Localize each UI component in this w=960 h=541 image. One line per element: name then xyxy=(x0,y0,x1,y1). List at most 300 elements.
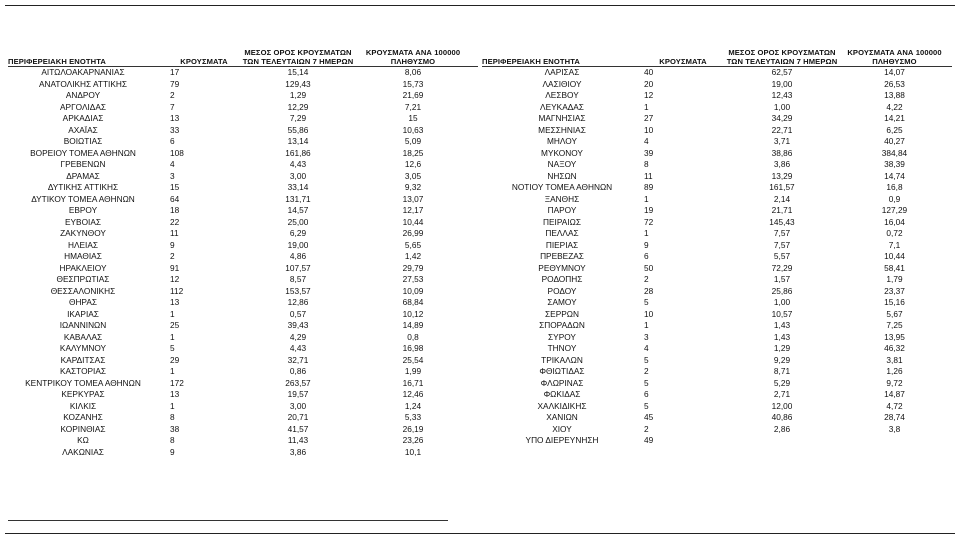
cases-cell: 10 xyxy=(644,308,654,319)
avg7-cell: 12,43 xyxy=(771,90,793,100)
region-cell: ΘΕΣΠΡΩΤΙΑΣ xyxy=(56,274,110,284)
avg7-cell: 263,57 xyxy=(285,377,311,388)
table-row xyxy=(482,435,952,447)
region-cell: ΚΑΒΑΛΑΣ xyxy=(63,331,103,342)
cases-cell: 4 xyxy=(170,159,175,169)
avg7-cell: 3,00 xyxy=(289,400,307,411)
region-cell: ΞΑΝΘΗΣ xyxy=(544,193,580,204)
per100k-cell: 23,26 xyxy=(402,435,424,445)
avg7-cell: 3,71 xyxy=(773,136,791,146)
per100k-cell: 9,72 xyxy=(886,377,903,388)
per100k-cell: 7,21 xyxy=(404,101,422,112)
cases-cell: 79 xyxy=(170,78,180,89)
cases-cell: 5 xyxy=(644,297,649,307)
table-row xyxy=(482,286,952,298)
per100k-cell: 10,12 xyxy=(402,308,424,319)
cases-cell: 11 xyxy=(170,228,179,238)
avg7-cell: 107,57 xyxy=(285,262,311,273)
cases-cell: 9 xyxy=(644,239,649,250)
region-cell: ΜΕΣΣΗΝΙΑΣ xyxy=(538,124,586,135)
region-cell: ΛΕΥΚΑΔΑΣ xyxy=(540,101,584,112)
avg7-cell: 4,86 xyxy=(289,251,307,261)
table-row xyxy=(8,286,478,298)
cases-cell: 29 xyxy=(170,354,180,365)
region-cell: ΑΙΤΩΛΟΑΚΑΡΝΑΝΙΑΣ xyxy=(41,67,125,77)
per100k-cell: 16,98 xyxy=(402,343,424,353)
per100k-cell: 5,09 xyxy=(404,136,422,146)
region-cell: ΔΡΑΜΑΣ xyxy=(66,170,100,181)
avg7-cell: 41,57 xyxy=(287,423,309,434)
cases-cell: 27 xyxy=(644,113,654,123)
cases-cell: 13 xyxy=(170,297,180,307)
per100k-cell: 38,39 xyxy=(884,159,905,169)
cases-cell: 10 xyxy=(644,124,654,135)
table-row xyxy=(482,102,952,114)
region-cell: ΦΩΚΙΔΑΣ xyxy=(543,389,581,399)
table-row xyxy=(8,240,478,252)
cases-cell: 1 xyxy=(170,366,175,376)
table-row xyxy=(482,159,952,171)
avg7-cell: 131,71 xyxy=(285,193,311,204)
cases-cell: 91 xyxy=(170,262,180,273)
region-cell: ΑΡΚΑΔΙΑΣ xyxy=(62,113,104,123)
region-cell: ΝΟΤΙΟΥ ΤΟΜΕΑ ΑΘΗΝΩΝ xyxy=(511,182,613,192)
per100k-cell: 3,05 xyxy=(404,170,422,181)
region-cell: ΗΜΑΘΙΑΣ xyxy=(64,251,102,261)
left-rows xyxy=(8,67,478,458)
cases-cell: 6 xyxy=(644,251,649,261)
left-table xyxy=(8,24,478,458)
avg7-cell: 1,29 xyxy=(773,343,791,353)
table-row xyxy=(482,424,952,436)
avg7-cell: 161,86 xyxy=(285,147,311,158)
per100k-cell: 8,06 xyxy=(404,67,422,77)
region-cell: ΠΑΡΟΥ xyxy=(547,205,577,215)
region-cell: ΣΥΡΟΥ xyxy=(548,331,576,342)
cases-cell: 5 xyxy=(644,377,649,388)
per100k-cell: 15 xyxy=(408,113,418,123)
avg7-cell: 1,43 xyxy=(773,331,791,342)
table-row xyxy=(8,125,478,137)
header-cases: ΚΡΟΥΣΜΑΤΑ xyxy=(180,57,228,66)
region-cell: ΚΙΛΚΙΣ xyxy=(69,400,97,411)
per100k-cell: 0,8 xyxy=(407,331,419,342)
per100k-cell: 14,87 xyxy=(884,389,905,399)
table-row xyxy=(8,343,478,355)
avg7-cell: 40,86 xyxy=(771,412,793,422)
table-row xyxy=(482,136,952,148)
region-cell: ΝΑΞΟΥ xyxy=(547,159,577,169)
per100k-cell: 15,73 xyxy=(402,78,424,89)
region-cell: ΧΑΝΙΩΝ xyxy=(546,412,578,422)
table-row xyxy=(482,205,952,217)
table-row xyxy=(482,389,952,401)
cases-cell: 33 xyxy=(170,124,180,135)
table-row xyxy=(482,113,952,125)
per100k-cell: 28,74 xyxy=(884,412,905,422)
per100k-cell: 7,1 xyxy=(888,239,901,250)
avg7-cell: 2,14 xyxy=(773,193,791,204)
avg7-cell: 12,00 xyxy=(771,400,793,411)
table-row xyxy=(8,424,478,436)
region-cell: ΤΡΙΚΑΛΩΝ xyxy=(541,354,583,365)
avg7-cell: 161,57 xyxy=(769,182,795,192)
header-region: ΠΕΡΙΦΕΡΕΙΑΚΗ ΕΝΟΤΗΤΑ xyxy=(482,57,580,66)
table-row xyxy=(482,251,952,263)
cases-cell: 38 xyxy=(170,423,180,434)
per100k-cell: 29,79 xyxy=(402,262,424,273)
avg7-cell: 6,29 xyxy=(289,228,307,238)
avg7-cell: 62,57 xyxy=(771,67,793,77)
per100k-cell: 16,71 xyxy=(402,377,424,388)
avg7-cell: 3,86 xyxy=(289,446,307,457)
region-cell: ΒΟΡΕΙΟΥ ΤΟΜΕΑ ΑΘΗΝΩΝ xyxy=(30,147,136,158)
avg7-cell: 2,71 xyxy=(773,389,791,399)
table-row xyxy=(8,67,478,79)
avg7-cell: 7,57 xyxy=(773,228,791,238)
region-cell: ΗΡΑΚΛΕΙΟΥ xyxy=(59,262,107,273)
per100k-cell: 10,63 xyxy=(402,124,424,135)
region-cell: ΜΗΛΟΥ xyxy=(547,136,577,146)
per100k-cell: 0,9 xyxy=(888,193,901,204)
table-row xyxy=(8,171,478,183)
cases-cell: 39 xyxy=(644,147,654,158)
cases-cell: 1 xyxy=(644,101,649,112)
avg7-cell: 38,86 xyxy=(771,147,793,158)
region-cell: ΠΡΕΒΕΖΑΣ xyxy=(540,251,584,261)
per100k-cell: 0,72 xyxy=(886,228,903,238)
per100k-cell: 10,44 xyxy=(884,251,905,261)
per100k-cell: 26,53 xyxy=(884,78,905,89)
cases-cell: 1 xyxy=(644,193,649,204)
avg7-cell: 8,57 xyxy=(289,274,307,284)
cases-cell: 50 xyxy=(644,262,654,273)
cases-cell: 20 xyxy=(644,78,654,89)
avg7-cell: 4,29 xyxy=(289,331,307,342)
per100k-cell: 7,25 xyxy=(886,320,903,330)
table-row xyxy=(482,355,952,367)
cases-cell: 13 xyxy=(170,389,180,399)
cases-cell: 49 xyxy=(644,435,654,445)
table-row xyxy=(482,378,952,390)
avg7-cell: 34,29 xyxy=(771,113,793,123)
table-row xyxy=(8,297,478,309)
per100k-cell: 10,1 xyxy=(404,446,422,457)
table-row xyxy=(482,79,952,91)
region-cell: ΜΥΚΟΝΟΥ xyxy=(541,147,583,158)
avg7-cell: 32,71 xyxy=(287,354,309,365)
avg7-cell: 19,57 xyxy=(287,389,309,399)
right-table xyxy=(482,24,952,447)
per100k-cell: 6,25 xyxy=(886,124,903,135)
region-cell: ΚΑΡΔΙΤΣΑΣ xyxy=(60,354,106,365)
per100k-cell: 1,26 xyxy=(886,366,903,376)
avg7-cell: 20,71 xyxy=(287,412,309,422)
avg7-cell: 55,86 xyxy=(287,124,309,135)
region-cell: ΡΟΔΟΥ xyxy=(547,285,577,296)
table-row xyxy=(8,435,478,447)
per100k-cell: 14,89 xyxy=(402,320,424,330)
header-per100k: ΚΡΟΥΣΜΑΤΑ ΑΝΑ 100000 ΠΛΗΘΥΣΜΟ xyxy=(365,48,461,66)
table-row xyxy=(8,320,478,332)
per100k-cell: 12,17 xyxy=(402,205,424,215)
cases-cell: 5 xyxy=(170,343,175,353)
avg7-cell: 1,00 xyxy=(773,297,791,307)
avg7-cell: 19,00 xyxy=(287,239,309,250)
per100k-cell: 10,09 xyxy=(402,285,424,296)
table-row xyxy=(8,309,478,321)
cases-cell: 9 xyxy=(170,239,175,250)
cases-cell: 17 xyxy=(170,67,180,77)
avg7-cell: 0,57 xyxy=(289,308,307,319)
right-rows xyxy=(482,67,952,447)
region-cell: ΠΕΛΛΑΣ xyxy=(545,228,579,238)
per100k-cell: 4,72 xyxy=(886,400,903,411)
per100k-cell: 1,79 xyxy=(886,274,903,284)
table-row xyxy=(8,412,478,424)
region-cell: ΕΥΒΟΙΑΣ xyxy=(64,216,102,227)
avg7-cell: 8,71 xyxy=(773,366,791,376)
region-cell: ΛΕΣΒΟΥ xyxy=(545,90,579,100)
avg7-cell: 1,43 xyxy=(773,320,791,330)
cases-cell: 9 xyxy=(170,446,175,457)
table-row xyxy=(482,263,952,275)
per100k-cell: 13,88 xyxy=(884,90,905,100)
table-row xyxy=(8,194,478,206)
table-row xyxy=(482,217,952,229)
avg7-cell: 7,57 xyxy=(773,239,791,250)
per100k-cell: 5,67 xyxy=(886,308,903,319)
table-header xyxy=(8,24,478,67)
cases-cell: 8 xyxy=(170,435,175,445)
region-cell: ΘΕΣΣΑΛΟΝΙΚΗΣ xyxy=(50,285,116,296)
bottom-rule xyxy=(5,533,955,534)
cases-cell: 3 xyxy=(644,331,649,342)
cases-cell: 5 xyxy=(644,354,649,365)
region-cell: ΚΟΡΙΝΘΙΑΣ xyxy=(60,423,106,434)
avg7-cell: 25,86 xyxy=(771,285,793,296)
region-cell: ΚΩ xyxy=(77,435,89,445)
per100k-cell: 5,33 xyxy=(404,412,422,422)
header-cases: ΚΡΟΥΣΜΑΤΑ xyxy=(659,57,707,66)
per100k-cell: 26,99 xyxy=(402,228,424,238)
cases-cell: 1 xyxy=(644,320,649,330)
region-cell: ΜΑΓΝΗΣΙΑΣ xyxy=(538,113,586,123)
avg7-cell: 12,29 xyxy=(287,101,309,112)
region-cell: ΣΕΡΡΩΝ xyxy=(545,308,579,319)
cases-cell: 25 xyxy=(170,320,180,330)
cases-cell: 45 xyxy=(644,412,654,422)
cases-cell: 6 xyxy=(644,389,649,399)
per100k-cell: 26,19 xyxy=(402,423,424,434)
avg7-cell: 19,00 xyxy=(771,78,793,89)
cases-cell: 64 xyxy=(170,193,180,204)
cases-cell: 4 xyxy=(644,343,649,353)
avg7-cell: 4,43 xyxy=(289,159,307,169)
per100k-cell: 23,37 xyxy=(884,285,905,296)
per100k-cell: 46,32 xyxy=(884,343,905,353)
per100k-cell: 384,84 xyxy=(881,147,908,158)
header-per100k: ΚΡΟΥΣΜΑΤΑ ΑΝΑ 100000 ΠΛΗΘΥΣΜΟ xyxy=(847,48,942,66)
table-row xyxy=(8,102,478,114)
avg7-cell: 153,57 xyxy=(285,285,311,296)
region-cell: ΕΒΡΟΥ xyxy=(68,205,98,215)
per100k-cell: 40,27 xyxy=(884,136,905,146)
table-row xyxy=(482,366,952,378)
region-cell: ΓΡΕΒΕΝΩΝ xyxy=(60,159,106,169)
region-cell: ΙΩΑΝΝΙΝΩΝ xyxy=(59,320,107,330)
per100k-cell: 13,95 xyxy=(884,331,905,342)
cases-cell: 12 xyxy=(644,90,654,100)
cases-cell: 2 xyxy=(170,251,175,261)
table-row xyxy=(482,182,952,194)
cases-cell: 40 xyxy=(644,67,654,77)
avg7-cell: 145,43 xyxy=(769,216,795,227)
per100k-cell: 10,44 xyxy=(402,216,424,227)
cases-cell: 11 xyxy=(644,170,653,181)
cases-cell: 4 xyxy=(644,136,649,146)
cases-cell: 6 xyxy=(170,136,175,146)
avg7-cell: 12,86 xyxy=(287,297,309,307)
cases-cell: 8 xyxy=(170,412,175,422)
table-row xyxy=(8,251,478,263)
per100k-cell: 14,07 xyxy=(884,67,905,77)
table-row xyxy=(482,309,952,321)
region-cell: ΧΑΛΚΙΔΙΚΗΣ xyxy=(537,400,587,411)
table-row xyxy=(8,401,478,413)
table-row xyxy=(482,401,952,413)
per100k-cell: 16,04 xyxy=(884,216,905,227)
region-cell: ΔΥΤΙΚΟΥ ΤΟΜΕΑ ΑΘΗΝΩΝ xyxy=(31,193,135,204)
per100k-cell: 12,46 xyxy=(402,389,424,399)
table-row xyxy=(8,447,478,459)
per100k-cell: 127,29 xyxy=(881,205,908,215)
table-row xyxy=(8,355,478,367)
cases-cell: 2 xyxy=(170,90,175,100)
region-cell: ΚΑΣΤΟΡΙΑΣ xyxy=(59,366,107,376)
avg7-cell: 5,29 xyxy=(773,377,791,388)
avg7-cell: 11,43 xyxy=(287,435,309,445)
cases-cell: 12 xyxy=(170,274,180,284)
per100k-cell: 3,81 xyxy=(886,354,903,365)
table-row xyxy=(482,297,952,309)
per100k-cell: 21,69 xyxy=(402,90,424,100)
avg7-cell: 4,43 xyxy=(289,343,307,353)
table-row xyxy=(482,67,952,79)
cases-cell: 108 xyxy=(170,147,184,158)
table-row xyxy=(482,274,952,286)
cases-cell: 2 xyxy=(644,366,649,376)
avg7-cell: 13,14 xyxy=(287,136,309,146)
per100k-cell: 5,65 xyxy=(404,239,422,250)
cases-cell: 18 xyxy=(170,205,180,215)
table-row xyxy=(482,332,952,344)
table-row xyxy=(8,182,478,194)
per100k-cell: 25,54 xyxy=(402,354,424,365)
avg7-cell: 10,57 xyxy=(771,308,793,319)
table-row xyxy=(8,79,478,91)
table-row xyxy=(8,332,478,344)
region-cell: ΡΕΘΥΜΝΟΥ xyxy=(538,262,586,273)
cases-cell: 15 xyxy=(170,182,180,192)
region-cell: ΛΑΡΙΣΑΣ xyxy=(544,67,580,77)
avg7-cell: 33,14 xyxy=(287,182,309,192)
region-cell: ΖΑΚΥΝΘΟΥ xyxy=(60,228,106,238)
cases-cell: 5 xyxy=(644,400,649,411)
cases-cell: 89 xyxy=(644,182,654,192)
table-row xyxy=(8,217,478,229)
table-row xyxy=(8,148,478,160)
region-cell: ΘΗΡΑΣ xyxy=(68,297,98,307)
region-cell: ΛΑΚΩΝΙΑΣ xyxy=(62,446,104,457)
avg7-cell: 0,86 xyxy=(289,366,307,376)
per100k-cell: 4,22 xyxy=(886,101,903,112)
cases-cell: 19 xyxy=(644,205,654,215)
header-avg7: ΜΕΣΟΣ ΟΡΟΣ ΚΡΟΥΣΜΑΤΩΝ ΤΩΝ ΤΕΛΕΥΤΑΙΩΝ 7 ΗΜΕΡΩΝ xyxy=(242,48,354,66)
per100k-cell: 16,8 xyxy=(886,182,903,192)
per100k-cell: 9,32 xyxy=(404,182,422,192)
table-row xyxy=(482,194,952,206)
region-cell: ΣΑΜΟΥ xyxy=(547,297,577,307)
avg7-cell: 15,14 xyxy=(287,67,309,77)
region-cell: ΑΝΔΡΟΥ xyxy=(65,90,101,100)
table-row xyxy=(482,171,952,183)
header-region: ΠΕΡΙΦΕΡΕΙΑΚΗ ΕΝΟΤΗΤΑ xyxy=(8,57,106,66)
cases-cell: 1 xyxy=(170,308,175,319)
cases-cell: 13 xyxy=(170,113,180,123)
region-cell: ΦΘΙΩΤΙΔΑΣ xyxy=(539,366,585,376)
table-row xyxy=(8,378,478,390)
table-row xyxy=(8,263,478,275)
per100k-cell: 1,24 xyxy=(404,400,422,411)
cases-cell: 1 xyxy=(170,331,175,342)
avg7-cell: 3,86 xyxy=(773,159,791,169)
table-row xyxy=(8,90,478,102)
avg7-cell: 2,86 xyxy=(773,423,791,434)
avg7-cell: 14,57 xyxy=(287,205,309,215)
region-cell: ΝΗΣΩΝ xyxy=(547,170,577,181)
table-row xyxy=(482,320,952,332)
left-bottom-rule xyxy=(8,520,448,521)
table-header xyxy=(482,24,952,67)
per100k-cell: 15,16 xyxy=(884,297,905,307)
avg7-cell: 3,00 xyxy=(289,170,307,181)
cases-cell: 22 xyxy=(170,216,180,227)
avg7-cell: 72,29 xyxy=(771,262,793,273)
table-row xyxy=(8,113,478,125)
table-row xyxy=(8,228,478,240)
cases-cell: 1 xyxy=(170,400,175,411)
cases-cell: 2 xyxy=(644,274,649,284)
region-cell: ΚΕΝΤΡΙΚΟΥ ΤΟΜΕΑ ΑΘΗΝΩΝ xyxy=(25,377,141,388)
region-cell: ΑΧΑΪΑΣ xyxy=(68,124,98,135)
region-cell: ΦΛΩΡΙΝΑΣ xyxy=(540,377,584,388)
avg7-cell: 129,43 xyxy=(285,78,311,89)
region-cell: ΑΝΑΤΟΛΙΚΗΣ ΑΤΤΙΚΗΣ xyxy=(38,78,128,89)
region-cell: ΙΚΑΡΙΑΣ xyxy=(67,308,99,319)
avg7-cell: 5,57 xyxy=(773,251,791,261)
table-row xyxy=(482,125,952,137)
cases-cell: 2 xyxy=(644,423,649,434)
avg7-cell: 1,00 xyxy=(773,101,791,112)
table-row xyxy=(8,366,478,378)
avg7-cell: 39,43 xyxy=(287,320,309,330)
table-row xyxy=(8,274,478,286)
table-row xyxy=(8,136,478,148)
region-cell: ΥΠΟ ΔΙΕΡΕΥΝΗΣΗ xyxy=(525,435,599,445)
avg7-cell: 21,71 xyxy=(771,205,793,215)
region-cell: ΚΑΛΥΜΝΟΥ xyxy=(59,343,107,353)
